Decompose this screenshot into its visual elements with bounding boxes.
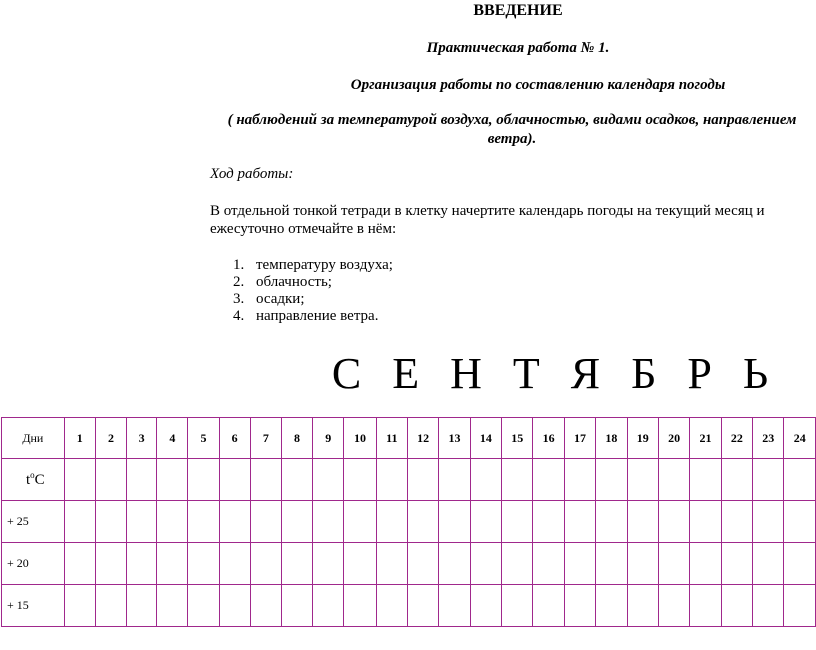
instruction-text: В отдельной тонкой тетради в клетку начертите календарь погоды на текущий месяц и ежесуточно отмечайте в нём: bbox=[210, 203, 765, 237]
day-cell bbox=[157, 459, 188, 501]
day-cell bbox=[627, 585, 658, 627]
day-cell bbox=[219, 585, 250, 627]
day-cell bbox=[502, 459, 533, 501]
day-cell bbox=[690, 585, 721, 627]
day-cell bbox=[502, 585, 533, 627]
progress-label: Ход работы: bbox=[210, 166, 294, 182]
list-item bbox=[233, 257, 393, 274]
list-text: температуру воздуха; bbox=[256, 257, 393, 273]
day-cell bbox=[64, 585, 95, 627]
day-cell bbox=[533, 459, 564, 501]
day-cell bbox=[721, 501, 752, 543]
day-cell bbox=[658, 543, 689, 585]
row-label: + 15 bbox=[2, 585, 65, 627]
day-cell bbox=[721, 585, 752, 627]
day-cell bbox=[313, 501, 344, 543]
day-header-5: 5 bbox=[188, 418, 219, 459]
day-header-1: 1 bbox=[64, 418, 95, 459]
day-cell bbox=[250, 501, 281, 543]
day-header-20: 20 bbox=[658, 418, 689, 459]
day-cell bbox=[658, 501, 689, 543]
list-number: 4. bbox=[233, 308, 245, 324]
day-cell bbox=[784, 501, 816, 543]
day-header-9: 9 bbox=[313, 418, 344, 459]
day-cell bbox=[64, 543, 95, 585]
day-cell bbox=[596, 459, 627, 501]
table-row bbox=[2, 459, 816, 501]
temp-symbol: t bbox=[26, 472, 31, 488]
day-cell bbox=[596, 543, 627, 585]
day-header-4: 4 bbox=[157, 418, 188, 459]
day-cell bbox=[407, 543, 438, 585]
observations-text: ( наблюдений за температурой воздуха, облачностью, видами осадков, направлением ветра). bbox=[227, 112, 797, 147]
days-header: Дни bbox=[2, 418, 65, 459]
day-cell bbox=[407, 501, 438, 543]
day-header-6: 6 bbox=[219, 418, 250, 459]
day-cell bbox=[313, 543, 344, 585]
day-cell bbox=[157, 501, 188, 543]
day-header-3: 3 bbox=[127, 418, 157, 459]
day-cell bbox=[690, 543, 721, 585]
degree-symbol: o bbox=[30, 470, 35, 480]
day-header-21: 21 bbox=[690, 418, 721, 459]
list-item bbox=[233, 291, 393, 308]
day-cell bbox=[127, 543, 157, 585]
day-cell bbox=[407, 585, 438, 627]
day-cell bbox=[157, 585, 188, 627]
day-cell bbox=[784, 585, 816, 627]
row-label: + 25 bbox=[2, 501, 65, 543]
day-cell bbox=[64, 501, 95, 543]
day-cell bbox=[219, 459, 250, 501]
day-cell bbox=[564, 501, 595, 543]
day-cell bbox=[344, 543, 376, 585]
day-cell bbox=[439, 585, 470, 627]
day-header-16: 16 bbox=[533, 418, 564, 459]
day-cell bbox=[250, 543, 281, 585]
day-header-8: 8 bbox=[281, 418, 312, 459]
day-cell bbox=[596, 585, 627, 627]
day-cell bbox=[690, 459, 721, 501]
month-title: С Е Н Т Я Б Р Ь bbox=[331, 349, 779, 398]
day-cell bbox=[658, 585, 689, 627]
day-cell bbox=[219, 543, 250, 585]
list-item bbox=[233, 308, 393, 325]
day-cell bbox=[753, 459, 784, 501]
day-cell bbox=[533, 585, 564, 627]
day-cell bbox=[376, 543, 407, 585]
day-cell bbox=[376, 585, 407, 627]
day-cell bbox=[502, 543, 533, 585]
day-cell bbox=[784, 543, 816, 585]
day-cell bbox=[95, 585, 126, 627]
task-list bbox=[233, 257, 393, 325]
temperature-label bbox=[2, 459, 65, 501]
row-label: + 20 bbox=[2, 543, 65, 585]
day-header-7: 7 bbox=[250, 418, 281, 459]
day-cell bbox=[344, 459, 376, 501]
day-cell bbox=[219, 501, 250, 543]
list-number: 2. bbox=[233, 274, 245, 290]
day-cell bbox=[502, 501, 533, 543]
day-cell bbox=[344, 501, 376, 543]
day-cell bbox=[281, 585, 312, 627]
day-cell bbox=[564, 459, 595, 501]
day-cell bbox=[439, 543, 470, 585]
day-cell bbox=[596, 501, 627, 543]
day-header-2: 2 bbox=[95, 418, 126, 459]
table-row bbox=[2, 585, 816, 627]
day-cell bbox=[470, 585, 501, 627]
day-cell bbox=[439, 501, 470, 543]
day-cell bbox=[250, 459, 281, 501]
day-cell bbox=[281, 459, 312, 501]
day-cell bbox=[564, 585, 595, 627]
page-title: ВВЕДЕНИЕ bbox=[473, 2, 563, 19]
day-cell bbox=[627, 543, 658, 585]
list-text: направление ветра. bbox=[256, 308, 379, 324]
day-cell bbox=[188, 501, 219, 543]
temp-unit: C bbox=[34, 472, 45, 488]
day-cell bbox=[95, 501, 126, 543]
day-cell bbox=[721, 459, 752, 501]
list-text: облачность; bbox=[256, 274, 332, 290]
day-header-17: 17 bbox=[564, 418, 595, 459]
day-cell bbox=[64, 459, 95, 501]
day-cell bbox=[127, 501, 157, 543]
day-header-18: 18 bbox=[596, 418, 627, 459]
day-cell bbox=[313, 585, 344, 627]
list-item bbox=[233, 274, 393, 291]
day-cell bbox=[313, 459, 344, 501]
weather-calendar-table bbox=[1, 417, 816, 627]
day-cell bbox=[250, 585, 281, 627]
work-number: Практическая работа № 1. bbox=[426, 40, 610, 56]
day-cell bbox=[658, 459, 689, 501]
day-cell bbox=[627, 459, 658, 501]
day-header-19: 19 bbox=[627, 418, 658, 459]
day-cell bbox=[470, 501, 501, 543]
day-header-10: 10 bbox=[344, 418, 376, 459]
day-cell bbox=[281, 543, 312, 585]
day-cell bbox=[533, 501, 564, 543]
day-cell bbox=[721, 543, 752, 585]
day-cell bbox=[753, 543, 784, 585]
day-header-12: 12 bbox=[407, 418, 438, 459]
day-cell bbox=[95, 459, 126, 501]
day-header-22: 22 bbox=[721, 418, 752, 459]
day-cell bbox=[753, 585, 784, 627]
day-header-14: 14 bbox=[470, 418, 501, 459]
day-cell bbox=[127, 585, 157, 627]
day-cell bbox=[690, 501, 721, 543]
table-row bbox=[2, 543, 816, 585]
day-cell bbox=[376, 459, 407, 501]
day-cell bbox=[533, 543, 564, 585]
day-header-11: 11 bbox=[376, 418, 407, 459]
day-cell bbox=[753, 501, 784, 543]
day-header-24: 24 bbox=[784, 418, 816, 459]
day-header-15: 15 bbox=[502, 418, 533, 459]
day-cell bbox=[188, 459, 219, 501]
list-number: 3. bbox=[233, 291, 245, 307]
day-header-13: 13 bbox=[439, 418, 470, 459]
day-cell bbox=[157, 543, 188, 585]
list-text: осадки; bbox=[256, 291, 305, 307]
day-cell bbox=[188, 585, 219, 627]
table-row bbox=[2, 501, 816, 543]
day-cell bbox=[470, 459, 501, 501]
list-number: 1. bbox=[233, 257, 245, 273]
day-cell bbox=[281, 501, 312, 543]
day-header-23: 23 bbox=[753, 418, 784, 459]
day-cell bbox=[470, 543, 501, 585]
day-cell bbox=[627, 501, 658, 543]
day-cell bbox=[376, 501, 407, 543]
day-cell bbox=[344, 585, 376, 627]
day-cell bbox=[127, 459, 157, 501]
day-cell bbox=[439, 459, 470, 501]
day-cell bbox=[784, 459, 816, 501]
work-heading: Организация работы по составлению календаря погоды bbox=[350, 77, 726, 93]
table-header-row bbox=[2, 418, 816, 459]
day-cell bbox=[564, 543, 595, 585]
day-cell bbox=[188, 543, 219, 585]
day-cell bbox=[95, 543, 126, 585]
day-cell bbox=[407, 459, 438, 501]
